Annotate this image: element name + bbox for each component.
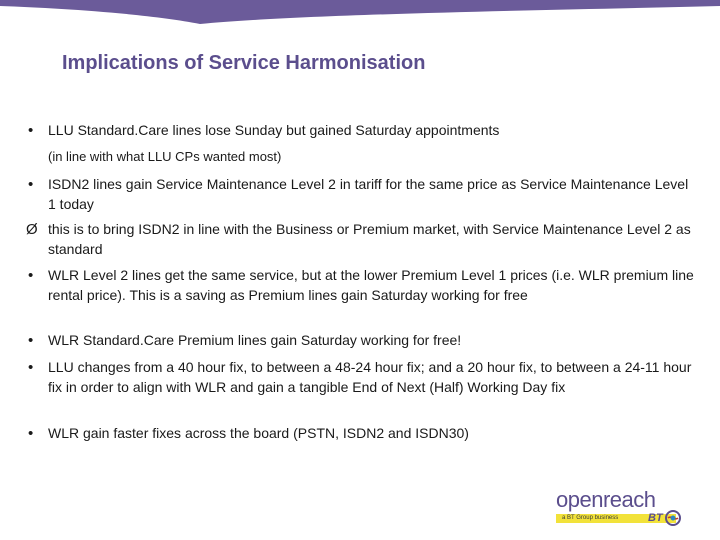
slide-title: Implications of Service Harmonisation bbox=[62, 52, 426, 74]
bullet-dot: • bbox=[28, 332, 34, 349]
openreach-logo bbox=[552, 487, 692, 527]
bullet-text: WLR Level 2 lines get the same service, but at the lower Premium Level 1 prices (i.e. WLR premium line rental price). This is a saving as Premium lines gain Saturday working for free bbox=[48, 267, 694, 303]
arrow-bullet-icon: Ø bbox=[26, 221, 38, 238]
bullet-text: WLR Standard.Care Premium lines gain Saturday working for free! bbox=[48, 332, 462, 348]
bullet-text: WLR gain faster fixes across the board (PSTN, ISDN2 and ISDN30) bbox=[48, 425, 469, 441]
bullet-dot: • bbox=[28, 425, 34, 442]
bullet-dot: • bbox=[28, 122, 34, 139]
bullet-dot: • bbox=[28, 359, 34, 376]
logo-wordmark: openreach bbox=[556, 487, 656, 512]
bullet-dot: • bbox=[28, 176, 34, 193]
bullet-text: LLU Standard.Care lines lose Sunday but gained Saturday appointments bbox=[48, 122, 500, 138]
bt-globe-icon bbox=[665, 510, 681, 526]
logo-subline: a BT Group business bbox=[562, 515, 619, 521]
subnote-text: (in line with what LLU CPs wanted most) bbox=[48, 149, 282, 164]
bullet-text: this is to bring ISDN2 in line with the Business or Premium market, with Service Maintenance Level 2 as standard bbox=[48, 221, 691, 257]
bullet-text: ISDN2 lines gain Service Maintenance Level 2 in tariff for the same price as Service Maintenance Level 1 today bbox=[48, 176, 689, 212]
logo-bt-text: BT bbox=[648, 512, 663, 524]
bullet-dot: • bbox=[28, 267, 34, 284]
header-band bbox=[0, 0, 720, 24]
bullet-text: LLU changes from a 40 hour fix, to between a 48-24 hour fix; and a 20 hour fix, to between a 24-11 hour fix in order to align with WLR and gain a tangible End of Next (Half) Working Day fix bbox=[48, 359, 692, 395]
